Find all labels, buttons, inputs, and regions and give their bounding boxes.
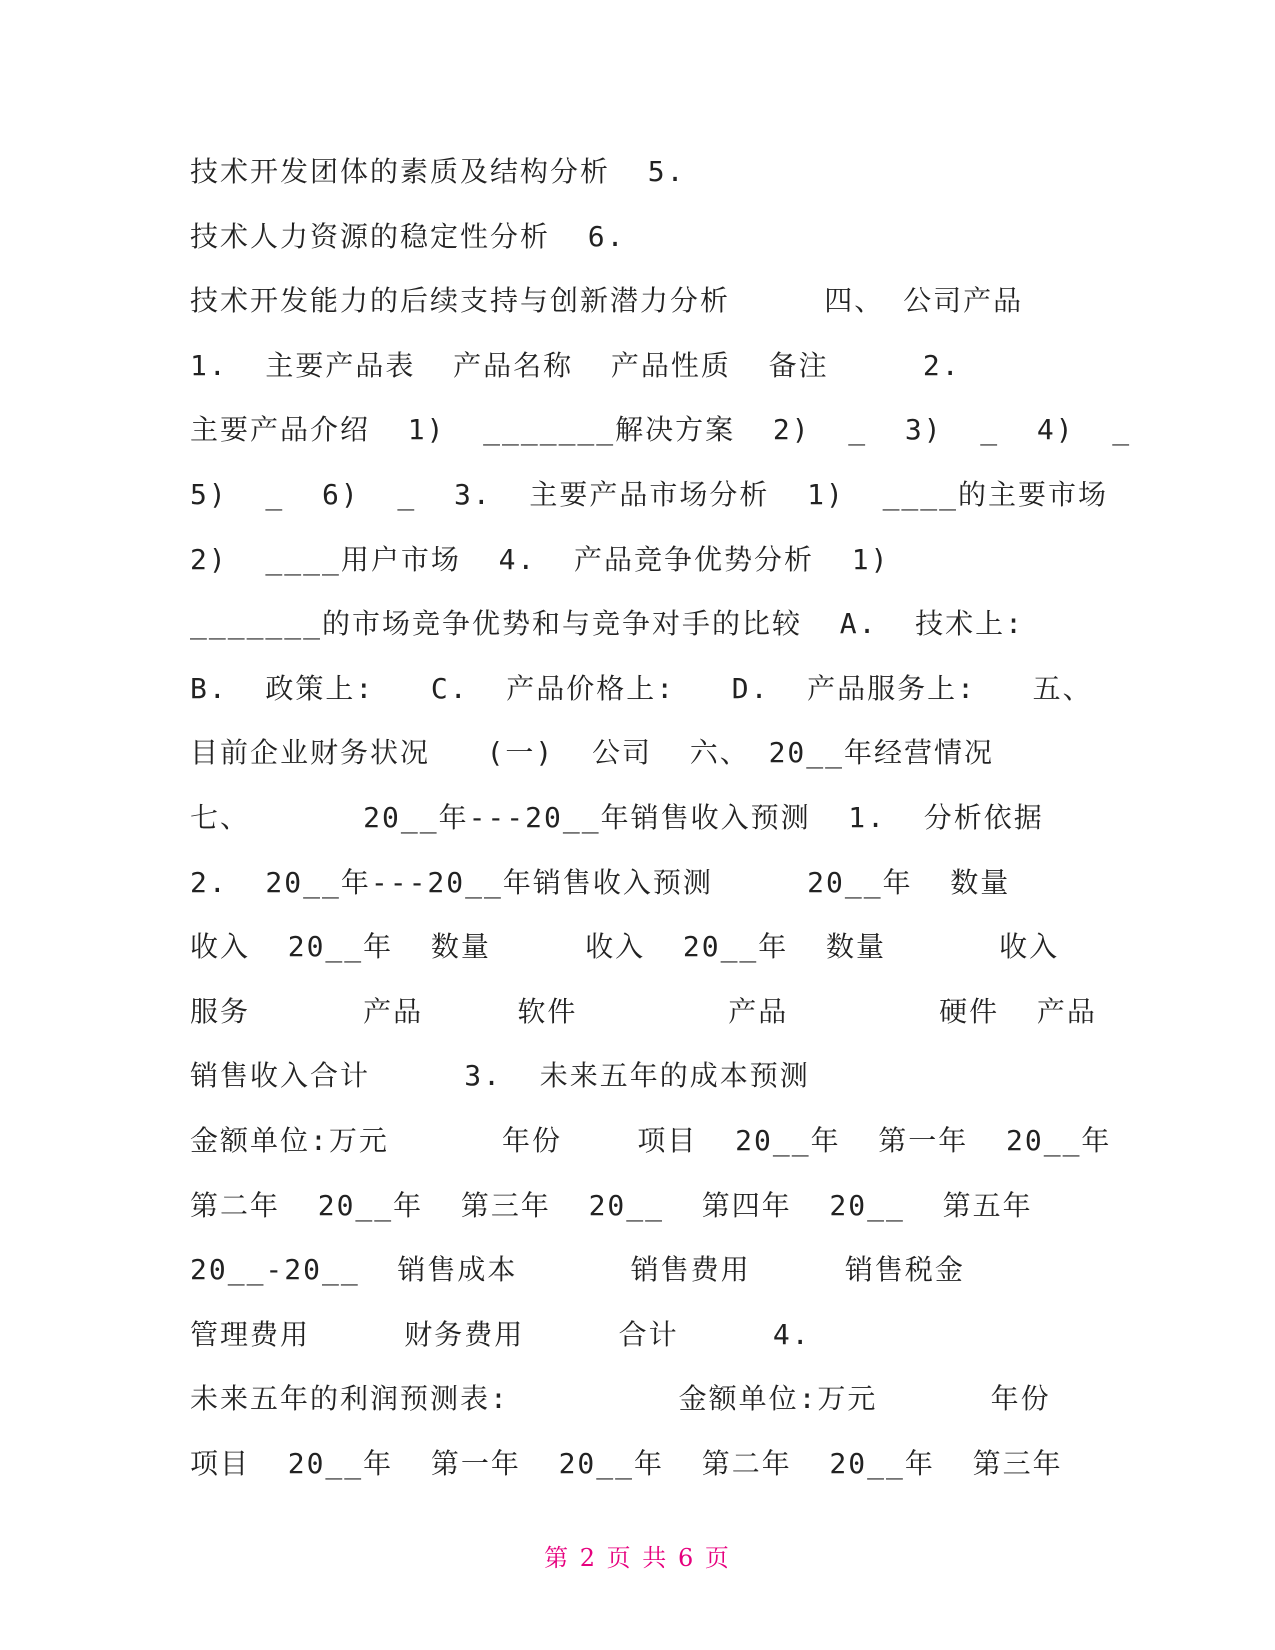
text-line: 技术开发团体的素质及结构分析 5. — [190, 155, 686, 188]
text-line: 第二年 20__年 第三年 20__ 第四年 20__ 第五年 — [190, 1188, 1033, 1222]
document-body — [190, 140, 1132, 1496]
text-line: 20__-20__ 销售成本 销售费用 销售税金 — [190, 1253, 965, 1287]
text-line: 2) ____用户市场 4. 产品竞争优势分析 1) — [190, 542, 890, 576]
text-line: B. 政策上: C. 产品价格上: D. 产品服务上: 五、 — [190, 671, 1093, 705]
text-line: 技术人力资源的稳定性分析 6. — [190, 219, 626, 253]
page-number-footer: 第 2 页 共 6 页 — [544, 1544, 731, 1572]
text-line: 目前企业财务状况 (一) 公司 六、 20__年经营情况 — [190, 736, 995, 770]
text-line: 金额单位:万元 年份 项目 20__年 第一年 20__年 — [190, 1123, 1112, 1157]
text-line: 项目 20__年 第一年 20__年 第二年 20__年 第三年 — [190, 1446, 1063, 1480]
text-line: 收入 20__年 数量 收入 20__年 数量 收入 — [190, 930, 1060, 964]
text-line: 1. 主要产品表 产品名称 产品性质 备注 2. — [190, 348, 961, 382]
text-line: 管理费用 财务费用 合计 4. — [190, 1317, 811, 1351]
text-line: 未来五年的利润预测表: 金额单位:万元 年份 — [190, 1382, 1051, 1416]
text-line: 七、 20__年---20__年销售收入预测 1. 分析依据 — [190, 800, 1044, 834]
text-line: 5) _ 6) _ 3. 主要产品市场分析 1) ____的主要市场 — [190, 477, 1109, 511]
text-line: 2. 20__年---20__年销售收入预测 20__年 数量 — [190, 865, 1011, 899]
text-line: 主要产品介绍 1) _______解决方案 2) _ 3) _ 4) _ — [190, 413, 1132, 447]
text-line: 销售收入合计 3. 未来五年的成本预测 — [190, 1059, 810, 1093]
text-line: 技术开发能力的后续支持与创新潜力分析 四、 公司产品 — [190, 284, 1024, 318]
text-line: _______的市场竞争优势和与竞争对手的比较 A. 技术上: — [190, 607, 1025, 641]
text-line: 服务 产品 软件 产品 硬件 产品 — [190, 994, 1097, 1028]
